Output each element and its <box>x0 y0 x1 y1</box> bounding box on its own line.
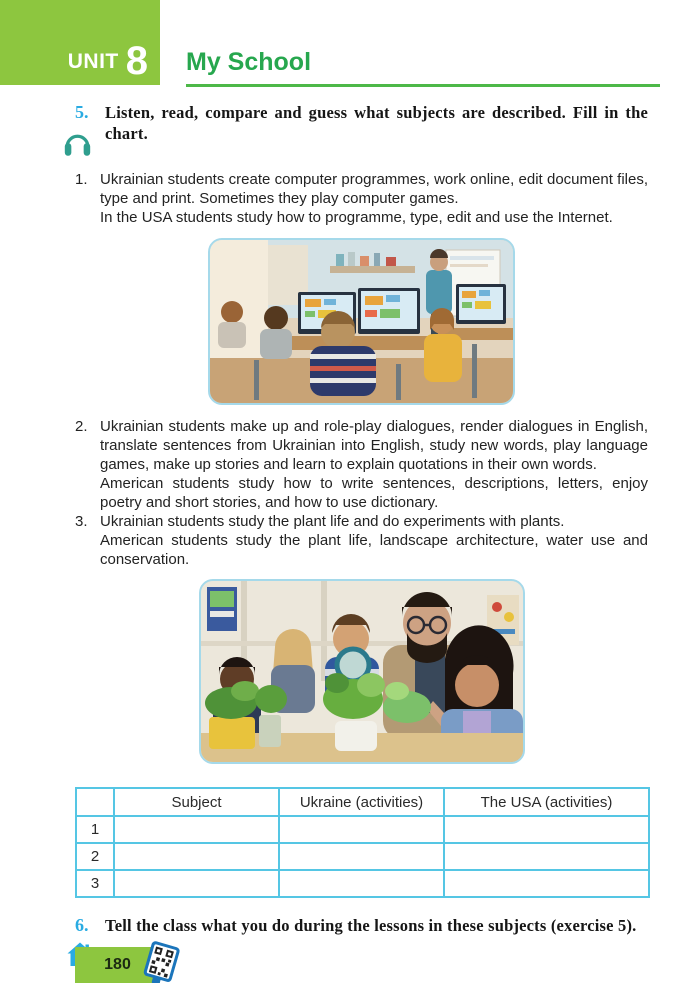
exercise-5 <box>75 102 648 164</box>
usa-header-cell: The USA (activities) <box>444 788 649 816</box>
list-item-text <box>100 170 648 227</box>
usa-cell <box>444 843 649 870</box>
exercise-6-instruction: Tell the class what you do during the lessons in these subjects (exercise 5). <box>105 916 637 935</box>
corner-header-cell <box>76 788 114 816</box>
table-row <box>76 870 649 897</box>
subject-cell <box>114 843 279 870</box>
exercise-6-number: 6. <box>75 915 89 935</box>
exercise-5-list-continued <box>75 417 648 569</box>
ukraine-cell <box>279 816 444 843</box>
list-item-text <box>100 512 648 569</box>
page-number: 180 <box>104 956 131 973</box>
classroom-computers-photo <box>208 238 515 405</box>
paragraph: In the USA students study how to programme, type, edit and use the Internet. <box>100 209 613 226</box>
list-item-number: 3. <box>75 513 88 530</box>
usa-cell <box>444 816 649 843</box>
table-header-row <box>76 788 649 816</box>
title-underline <box>186 84 660 87</box>
page-title: My School <box>186 48 312 76</box>
unit-label: UNIT <box>67 50 119 73</box>
exercise-5-list <box>75 170 648 227</box>
exercise-5-instruction: Listen, read, compare and guess what subjects are described. Fill in the chart. <box>105 103 648 143</box>
row-number-cell: 2 <box>76 843 114 870</box>
list-item-text <box>100 417 648 512</box>
usa-cell <box>444 870 649 897</box>
row-number-cell: 1 <box>76 816 114 843</box>
exercise-5-number: 5. <box>75 102 89 122</box>
ukraine-cell <box>279 870 444 897</box>
paragraph: Ukrainian students study the plant life and do experiments with plants. <box>100 513 565 530</box>
table-row <box>76 816 649 843</box>
subject-cell <box>114 870 279 897</box>
paragraph: American students study how to write sentences, descriptions, letters, enjoy poetry and short stories, and how to use dictionary. <box>100 475 648 511</box>
ukraine-header-cell: Ukraine (activities) <box>279 788 444 816</box>
subject-header-cell: Subject <box>114 788 279 816</box>
table-row <box>76 843 649 870</box>
unit-number: 8 <box>125 39 148 83</box>
list-item-number: 2. <box>75 418 88 435</box>
paragraph: American students study the plant life, landscape architecture, water use and conservation. <box>100 532 648 568</box>
list-item-number: 1. <box>75 171 88 188</box>
fill-in-chart-table <box>75 787 650 898</box>
list-item <box>75 417 648 512</box>
paragraph: Ukrainian students create computer programmes, work online, edit document files, type and print. Sometimes they play computer games. <box>100 171 648 207</box>
unit-banner <box>0 0 160 85</box>
list-item <box>75 170 648 227</box>
exercise-5-number-column <box>75 102 105 164</box>
headphones-icon <box>63 129 105 164</box>
plant-study-photo <box>199 579 525 764</box>
paragraph: Ukrainian students make up and role-play dialogues, render dialogues in English, translate sentences from Ukrainian into English, study new words, play language games, make up stories and learn to explain quotations in their own words. <box>100 418 648 473</box>
row-number-cell: 3 <box>76 870 114 897</box>
list-item <box>75 512 648 569</box>
ukraine-cell <box>279 843 444 870</box>
page-content <box>75 102 648 972</box>
subject-cell <box>114 816 279 843</box>
